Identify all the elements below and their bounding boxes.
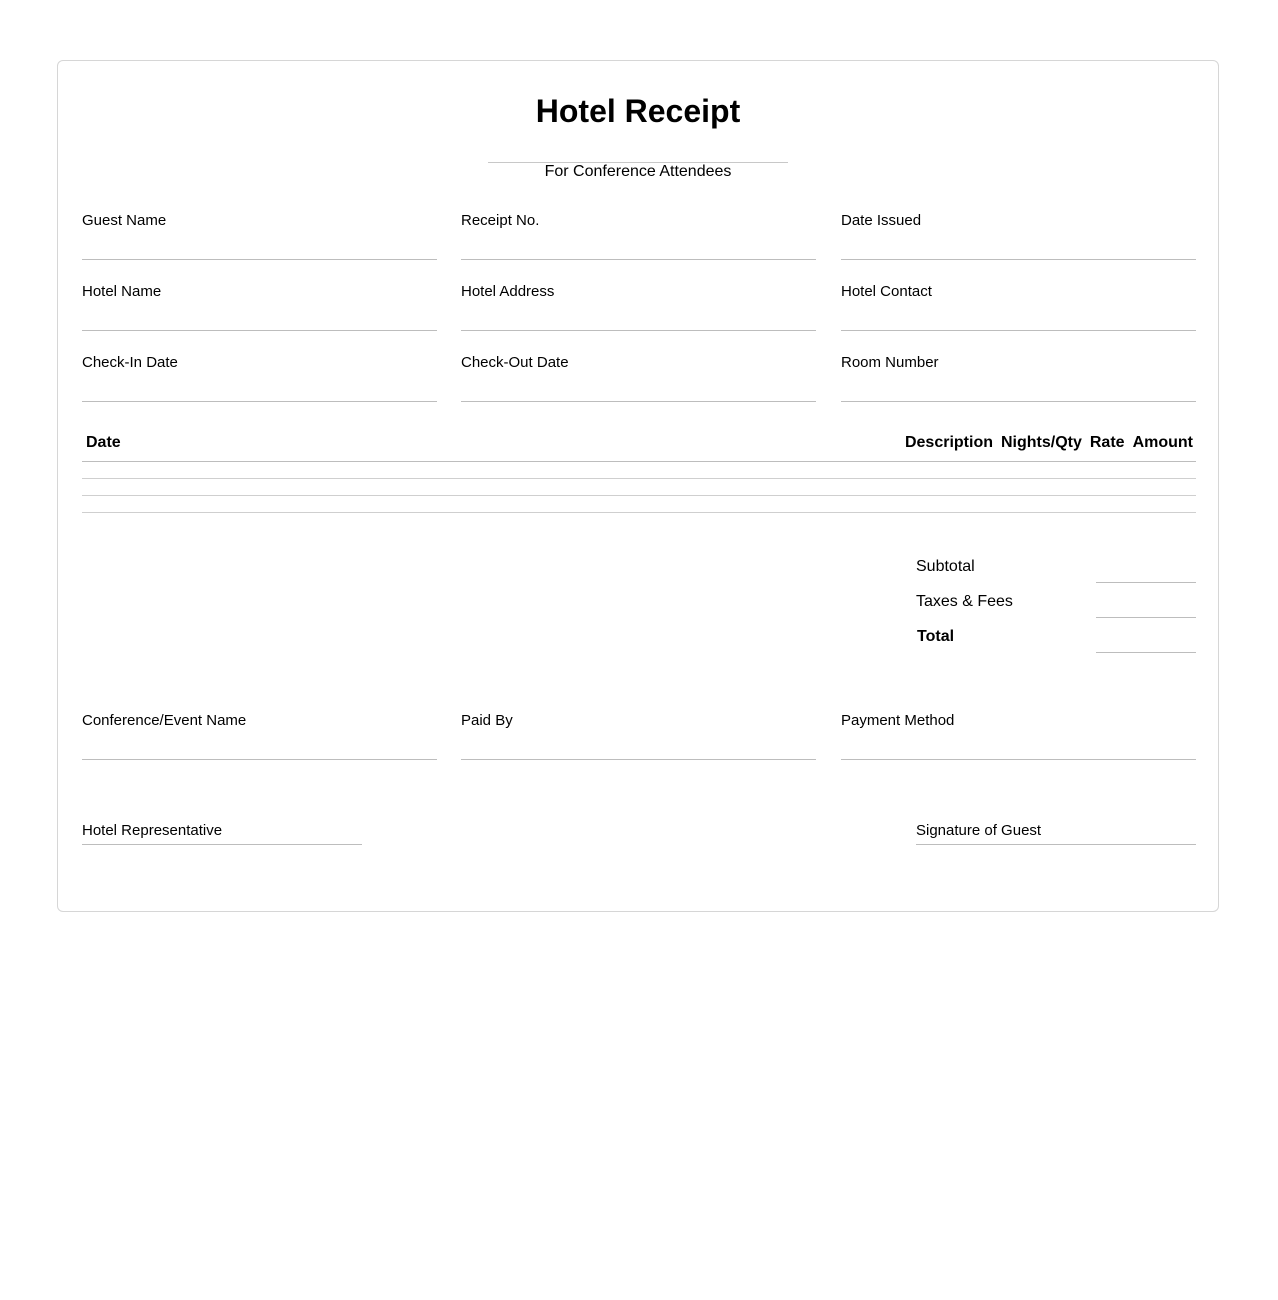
conference-event-name-line bbox=[82, 759, 437, 760]
hotel-name-label: Hotel Name bbox=[82, 283, 162, 300]
date-issued-line bbox=[841, 259, 1196, 260]
hotel-name-field[interactable] bbox=[82, 282, 437, 332]
table-row[interactable] bbox=[82, 479, 1196, 496]
receipt-no-line bbox=[461, 259, 816, 260]
paid-by-line bbox=[461, 759, 816, 760]
hotel-contact-label: Hotel Contact bbox=[841, 283, 932, 300]
paid-by-label: Paid By bbox=[461, 712, 513, 729]
hotel-contact-field[interactable] bbox=[841, 282, 1196, 332]
table-row[interactable] bbox=[82, 462, 1196, 479]
subtotal-line bbox=[1096, 582, 1196, 583]
taxes-fees-label: Taxes & Fees bbox=[916, 593, 1013, 610]
header-rate: Rate bbox=[1089, 434, 1125, 451]
date-issued-field[interactable] bbox=[841, 211, 1196, 261]
hotel-name-line bbox=[82, 330, 437, 331]
hotel-representative-label: Hotel Representative bbox=[82, 822, 223, 839]
line-items-table bbox=[82, 431, 1196, 513]
hotel-address-line bbox=[461, 330, 816, 331]
room-number-label: Room Number bbox=[841, 354, 939, 371]
taxes-fees-line bbox=[1096, 617, 1196, 618]
taxes-fees-row[interactable] bbox=[916, 590, 1196, 625]
hotel-contact-line bbox=[841, 330, 1196, 331]
paid-by-field[interactable] bbox=[461, 711, 816, 761]
table-header bbox=[82, 431, 1196, 462]
signature-of-guest-label: Signature of Guest bbox=[916, 822, 1042, 839]
header-right-group bbox=[905, 433, 1193, 453]
header-date: Date bbox=[86, 434, 121, 451]
hotel-representative-signature[interactable] bbox=[82, 819, 362, 845]
header-nights-qty: Nights/Qty bbox=[1000, 434, 1082, 451]
check-in-date-line bbox=[82, 401, 437, 402]
total-line bbox=[1096, 652, 1196, 653]
room-number-field[interactable] bbox=[841, 353, 1196, 403]
payment-method-line bbox=[841, 759, 1196, 760]
guest-name-line bbox=[82, 259, 437, 260]
check-out-date-field[interactable] bbox=[461, 353, 816, 403]
subtotal-label: Subtotal bbox=[916, 558, 975, 575]
header-description: Description bbox=[904, 434, 993, 451]
receipt-no-label: Receipt No. bbox=[461, 212, 540, 229]
guest-name-field[interactable] bbox=[82, 211, 437, 261]
check-in-date-field[interactable] bbox=[82, 353, 437, 403]
totals-section bbox=[916, 555, 1196, 660]
total-label: Total bbox=[917, 628, 955, 645]
receipt-no-field[interactable] bbox=[461, 211, 816, 261]
check-out-date-line bbox=[461, 401, 816, 402]
table-row[interactable] bbox=[82, 496, 1196, 513]
payment-method-label: Payment Method bbox=[841, 712, 955, 729]
hotel-address-field[interactable] bbox=[461, 282, 816, 332]
subtotal-row[interactable] bbox=[916, 555, 1196, 590]
page-title: Hotel Receipt bbox=[535, 93, 741, 129]
guest-name-label: Guest Name bbox=[82, 212, 167, 229]
header-amount: Amount bbox=[1132, 434, 1193, 451]
total-row[interactable] bbox=[916, 625, 1196, 660]
conference-event-name-field[interactable] bbox=[82, 711, 437, 761]
conference-event-name-label: Conference/Event Name bbox=[82, 712, 247, 729]
payment-method-field[interactable] bbox=[841, 711, 1196, 761]
guest-signature[interactable] bbox=[916, 819, 1196, 845]
check-out-date-label: Check-Out Date bbox=[461, 354, 569, 371]
room-number-line bbox=[841, 401, 1196, 402]
hotel-address-label: Hotel Address bbox=[461, 283, 555, 300]
receipt-card bbox=[57, 60, 1219, 912]
date-issued-label: Date Issued bbox=[841, 212, 922, 229]
check-in-date-label: Check-In Date bbox=[82, 354, 178, 371]
page-subtitle: For Conference Attendees bbox=[544, 163, 732, 180]
